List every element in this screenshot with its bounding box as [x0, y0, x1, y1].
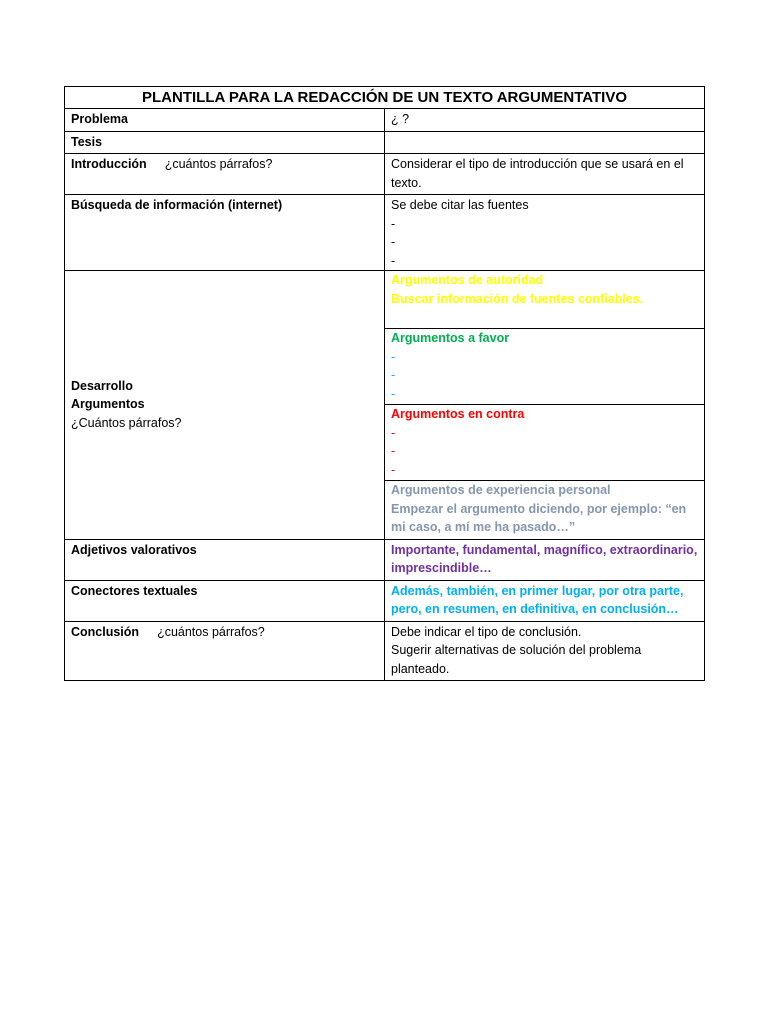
introduccion-value: Considerar el tipo de introducción que se usará en el texto.	[385, 154, 705, 195]
experiencia-title: Argumentos de experiencia personal	[391, 483, 611, 497]
busqueda-bullet: -	[391, 235, 396, 249]
conectores-label: Conectores textuales	[65, 580, 385, 621]
row-busqueda	[65, 195, 705, 271]
row-introduccion	[65, 154, 705, 195]
autoridad-block	[385, 271, 704, 329]
contra-title: Argumentos en contra	[391, 407, 525, 421]
favor-bullet: -	[391, 386, 396, 401]
contra-bullet: -	[391, 425, 396, 440]
favor-title: Argumentos a favor	[391, 331, 510, 345]
experiencia-text: Empezar el argumento diciendo, por ejemplo: “en mi caso, a mí me ha pasado…”	[391, 501, 687, 534]
argumentos-label: Argumentos	[71, 397, 145, 411]
introduccion-note: ¿cuántos párrafos?	[164, 157, 273, 171]
table-title: PLANTILLA PARA LA REDACCIÓN DE UN TEXTO ARGUMENTATIVO	[65, 87, 705, 109]
conclusion-label: Conclusión	[71, 624, 140, 639]
favor-bullet: -	[391, 368, 396, 382]
conectores-value: Además, también, en primer lugar, por otra parte, pero, en resumen, en definitiva, en conclusión…	[385, 580, 705, 621]
row-desarrollo	[65, 271, 705, 540]
row-tesis	[65, 131, 705, 154]
problema-label: Problema	[65, 109, 385, 132]
desarrollo-label: Desarrollo	[71, 378, 133, 393]
conclusion-line2: Sugerir alternativas de solución del problema planteado.	[391, 643, 642, 676]
problema-value: ¿ ?	[385, 109, 705, 132]
introduccion-label: Introducción	[71, 157, 147, 171]
conclusion-line1: Debe indicar el tipo de conclusión.	[391, 624, 582, 639]
desarrollo-note: ¿Cuántos párrafos?	[71, 415, 182, 430]
experiencia-block	[385, 481, 704, 539]
favor-bullet: -	[391, 349, 396, 364]
row-adjetivos	[65, 539, 705, 580]
row-problema	[65, 109, 705, 132]
autoridad-text: Buscar información de fuentes confiables.	[391, 291, 644, 306]
contra-bullet: -	[391, 444, 396, 458]
busqueda-value: Se debe citar las fuentes	[391, 198, 529, 212]
busqueda-bullet: -	[391, 253, 396, 268]
contra-bullet: -	[391, 462, 396, 477]
conclusion-note: ¿cuántos párrafos?	[157, 624, 265, 639]
adjetivos-label: Adjetivos valorativos	[65, 539, 385, 580]
busqueda-bullet: -	[391, 216, 396, 231]
adjetivos-value: Importante, fundamental, magnífico, extraordinario, imprescindible…	[385, 539, 705, 580]
row-conectores	[65, 580, 705, 621]
tesis-value	[385, 131, 705, 154]
busqueda-label: Búsqueda de información (internet)	[65, 195, 385, 271]
favor-block	[385, 329, 704, 405]
row-conclusion	[65, 621, 705, 681]
autoridad-title: Argumentos de autoridad	[391, 273, 544, 287]
contra-block	[385, 405, 704, 481]
argumentative-template-table	[64, 86, 705, 681]
tesis-label: Tesis	[65, 131, 385, 154]
